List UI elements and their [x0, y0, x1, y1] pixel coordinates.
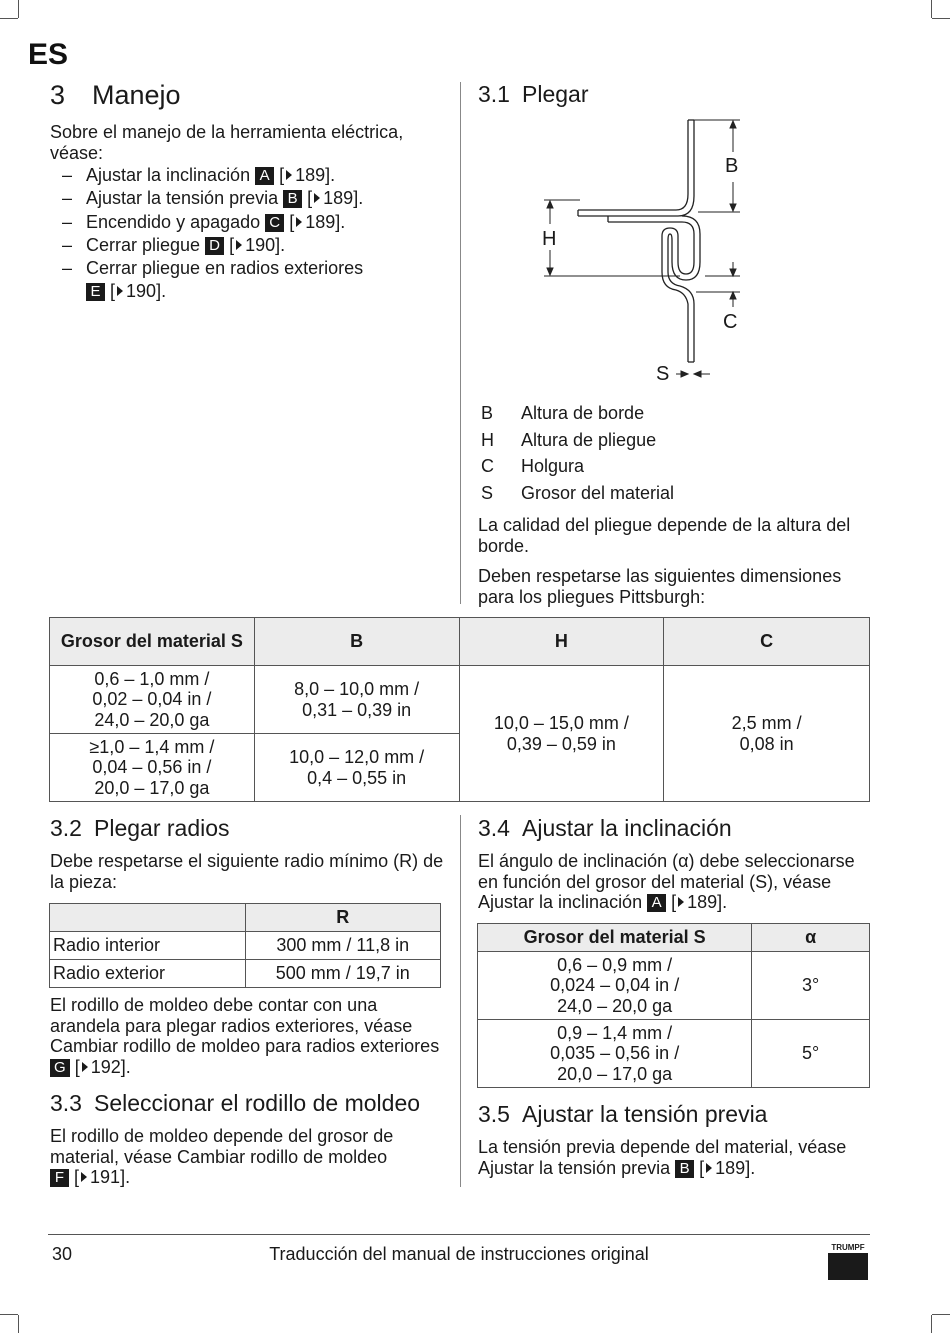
table-cell: 0,9 – 1,4 mm / 0,035 – 0,56 in / 20,0 – 17,0 ga	[478, 1020, 752, 1088]
crop-mark	[18, 0, 19, 18]
list-item: – Ajustar la tensión previa B [ 189].	[62, 188, 364, 209]
paragraph: La calidad del pliegue depende de la altura del borde.	[478, 515, 851, 556]
table-cell: 10,0 – 12,0 mm / 0,4 – 0,55 in	[254, 734, 459, 802]
inclination-table	[477, 923, 870, 1088]
table-header: α	[752, 924, 870, 952]
list-item: – Cerrar pliegue D [ 190].	[62, 234, 286, 255]
reference-box[interactable]: E	[86, 283, 105, 301]
footer-text: Traducción del manual de instrucciones original	[269, 1244, 649, 1264]
page-number: 30	[52, 1244, 73, 1264]
arrow-right-icon	[286, 170, 292, 180]
table-cell: ≥1,0 – 1,4 mm / 0,04 – 0,56 in / 20,0 – 17,0 ga	[50, 734, 255, 802]
section-number: 3.2	[50, 815, 82, 841]
column-divider	[460, 82, 461, 604]
section-number: 3.5	[478, 1101, 510, 1127]
section-heading	[50, 80, 181, 111]
crop-mark	[18, 1315, 19, 1333]
page-link[interactable]: 189].	[323, 188, 364, 209]
page-link[interactable]: 192].	[90, 1056, 131, 1077]
page-link[interactable]: 189].	[295, 165, 336, 185]
legend-row: C Holgura	[481, 456, 585, 477]
arrow-right-icon	[236, 240, 242, 250]
reference-box[interactable]: F	[50, 1169, 69, 1187]
reference-box[interactable]: A	[647, 894, 666, 912]
table-cell: 5°	[752, 1020, 870, 1088]
section-heading	[50, 1090, 420, 1117]
section-number: 3.1	[478, 81, 510, 107]
crop-mark	[932, 1314, 950, 1315]
table-cell: Radio interior	[50, 932, 246, 960]
legend-row: H Altura de pliegue	[481, 429, 657, 450]
legend-row: B Altura de borde	[481, 403, 645, 423]
paragraph: El ángulo de inclinación (α) debe seleccionarse en función del grosor del material (S), véase Ajustar la inclinación A [ 189].	[478, 851, 855, 912]
arrow-right-icon	[296, 217, 302, 227]
arrow-right-icon	[81, 1172, 87, 1182]
table-header: Grosor del material S	[50, 618, 255, 666]
page-link[interactable]: 189].	[305, 211, 346, 232]
table-cell: 0,6 – 1,0 mm / 0,02 – 0,04 in / 24,0 – 20,0 ga	[50, 666, 255, 734]
reference-box[interactable]: C	[265, 214, 284, 232]
logo-text: TRUMPF	[831, 1243, 865, 1252]
footer-divider	[48, 1234, 870, 1235]
section-number: 3.4	[478, 815, 510, 841]
arrow-right-icon	[117, 286, 123, 296]
arrow-right-icon	[678, 897, 684, 907]
crop-mark	[931, 0, 932, 18]
table-cell: 10,0 – 15,0 mm / 0,39 – 0,59 in	[459, 666, 664, 802]
crop-mark	[0, 1314, 18, 1315]
radius-table	[49, 903, 441, 988]
reference-box[interactable]: D	[205, 237, 224, 255]
paragraph: El rodillo de moldeo depende del grosor de material, véase Cambiar rodillo de moldeo F [ 191].	[50, 1126, 394, 1187]
table-header: R	[245, 904, 440, 932]
intro-text: Sobre el manejo de la herramienta eléctrica, véase:	[50, 122, 404, 163]
section-heading	[478, 815, 732, 842]
section-heading	[478, 81, 588, 108]
section-title: Manejo	[92, 80, 181, 110]
page-link[interactable]: 191].	[90, 1167, 131, 1187]
paragraph: La tensión previa depende del material, véase Ajustar la tensión previa B [ 189].	[478, 1137, 847, 1178]
section-heading	[478, 1101, 767, 1128]
label-b: B	[725, 155, 739, 177]
table-cell: 0,6 – 0,9 mm / 0,024 – 0,04 in / 24,0 – 20,0 ga	[478, 952, 752, 1020]
legend-row: S Grosor del material	[481, 482, 675, 503]
diagram-legend	[481, 400, 674, 506]
section-heading	[50, 815, 230, 842]
section-title: Plegar radios	[94, 815, 230, 841]
paragraph: Deben respetarse las siguientes dimensiones para los pliegues Pittsburgh:	[478, 566, 842, 607]
section-title: Ajustar la inclinación	[522, 815, 732, 841]
column-divider	[460, 815, 461, 1187]
arrow-right-icon	[314, 193, 320, 203]
reference-list	[50, 164, 450, 304]
pittsburgh-table	[49, 617, 870, 802]
pittsburgh-fold-diagram	[530, 112, 760, 387]
arrow-right-icon	[706, 1163, 712, 1173]
label-h: H	[542, 228, 557, 250]
page-link[interactable]: 189].	[715, 1157, 756, 1178]
intro-text: Debe respetarse el siguiente radio mínimo (R) de la pieza:	[50, 851, 444, 892]
reference-box[interactable]: A	[255, 167, 274, 185]
section-title: Seleccionar el rodillo de moldeo	[94, 1090, 421, 1116]
label-c: C	[723, 311, 738, 333]
table-header: C	[664, 618, 870, 666]
list-item: – Ajustar la inclinación A [ 189].	[62, 165, 336, 185]
crop-mark	[932, 18, 950, 19]
table-cell: 500 mm / 19,7 in	[245, 960, 440, 988]
crop-mark	[0, 18, 18, 19]
section-number: 3	[50, 80, 66, 110]
page-link[interactable]: 190].	[245, 234, 286, 255]
section-title: Ajustar la tensión previa	[522, 1101, 768, 1127]
table-header: H	[459, 618, 664, 666]
reference-box[interactable]: B	[675, 1160, 694, 1178]
list-item: – Cerrar pliegue en radios exteriores E [ 190].	[62, 258, 364, 302]
label-s: S	[656, 363, 670, 385]
trumpf-logo	[828, 1243, 868, 1280]
table-cell: 300 mm / 11,8 in	[245, 932, 440, 960]
table-cell: 3°	[752, 952, 870, 1020]
table-header: B	[254, 618, 459, 666]
language-code: ES	[28, 38, 69, 71]
table-header: Grosor del material S	[478, 924, 752, 952]
table-header	[50, 904, 246, 932]
table-cell: 8,0 – 10,0 mm / 0,31 – 0,39 in	[254, 666, 459, 734]
table-cell: 2,5 mm / 0,08 in	[664, 666, 870, 802]
page-link[interactable]: 190].	[126, 281, 167, 302]
section-title: Plegar	[522, 81, 589, 107]
list-item: – Encendido y apagado C [ 189].	[62, 211, 346, 232]
table-cell: Radio exterior	[50, 960, 246, 988]
crop-mark	[931, 1315, 932, 1333]
logo-block	[828, 1253, 868, 1280]
section-number: 3.3	[50, 1090, 82, 1116]
reference-box[interactable]: B	[283, 190, 302, 208]
arrow-right-icon	[82, 1062, 88, 1072]
page-link[interactable]: 189].	[687, 892, 728, 912]
paragraph: El rodillo de moldeo debe contar con una arandela para plegar radios exteriores, véase Cambiar rodillo de moldeo para radios exteriores G [ 192].	[50, 995, 440, 1077]
reference-box[interactable]: G	[50, 1059, 70, 1077]
